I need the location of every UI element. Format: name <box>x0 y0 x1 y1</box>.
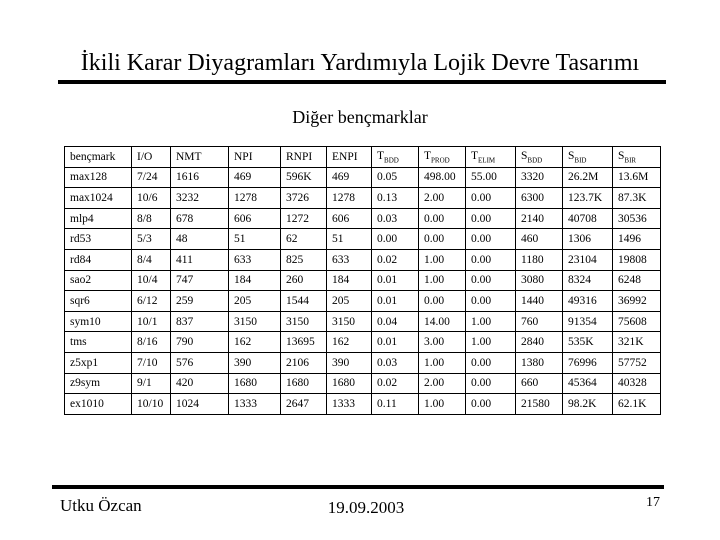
table-cell: 469 <box>229 167 281 188</box>
table-cell: 1.00 <box>419 352 466 373</box>
table-cell: 98.2K <box>563 394 613 415</box>
table-cell: 0.05 <box>372 167 419 188</box>
table-row <box>65 373 661 394</box>
table-cell: 10/6 <box>132 188 171 209</box>
table-cell: 51 <box>327 229 372 250</box>
table-cell: 13.6M <box>613 167 661 188</box>
table-cell: 49316 <box>563 291 613 312</box>
column-header-subscript: BDD <box>384 155 399 164</box>
table-cell: 0.03 <box>372 208 419 229</box>
table-cell: 1380 <box>516 352 563 373</box>
benchmark-table-container <box>64 146 660 415</box>
column-header-subscript: ELIM <box>478 155 496 164</box>
table-cell: 0.00 <box>466 249 516 270</box>
page-number: 17 <box>646 495 660 510</box>
table-cell: 596K <box>281 167 327 188</box>
table-cell: 62 <box>281 229 327 250</box>
column-header-label: S <box>618 149 625 162</box>
table-cell: max128 <box>65 167 132 188</box>
benchmark-table <box>64 146 661 415</box>
column-header <box>327 147 372 168</box>
table-cell: 55.00 <box>466 167 516 188</box>
table-cell: 0.00 <box>466 394 516 415</box>
table-cell: 1616 <box>171 167 229 188</box>
table-cell: sqr6 <box>65 291 132 312</box>
table-cell: 2.00 <box>419 373 466 394</box>
table-cell: 3232 <box>171 188 229 209</box>
table-cell: 10/4 <box>132 270 171 291</box>
table-cell: tms <box>65 332 132 353</box>
footer-date: 19.09.2003 <box>327 498 405 517</box>
table-cell: 23104 <box>563 249 613 270</box>
table-cell: 162 <box>327 332 372 353</box>
table-cell: 10/1 <box>132 311 171 332</box>
table-cell: 606 <box>327 208 372 229</box>
table-cell: 660 <box>516 373 563 394</box>
column-header <box>563 147 613 168</box>
column-header-label: T <box>377 149 385 162</box>
table-cell: 5/3 <box>132 229 171 250</box>
table-cell: 0.01 <box>372 270 419 291</box>
table-cell: 0.00 <box>419 229 466 250</box>
table-cell: 0.04 <box>372 311 419 332</box>
table-cell: 535K <box>563 332 613 353</box>
table-cell: 1.00 <box>419 249 466 270</box>
table-cell: 390 <box>229 352 281 373</box>
table-cell: 0.00 <box>419 291 466 312</box>
table-cell: 760 <box>516 311 563 332</box>
table-cell: 2840 <box>516 332 563 353</box>
table-cell: 8/4 <box>132 249 171 270</box>
table-cell: 2106 <box>281 352 327 373</box>
table-cell: 0.02 <box>372 373 419 394</box>
column-header <box>419 147 466 168</box>
table-cell: 633 <box>229 249 281 270</box>
table-cell: 21580 <box>516 394 563 415</box>
table-cell: 40328 <box>613 373 661 394</box>
table-cell: 3150 <box>327 311 372 332</box>
table-cell: 321K <box>613 332 661 353</box>
table-cell: 1024 <box>171 394 229 415</box>
table-cell: 0.13 <box>372 188 419 209</box>
table-cell: 0.01 <box>372 291 419 312</box>
table-cell: 1680 <box>281 373 327 394</box>
table-cell: 3320 <box>516 167 563 188</box>
column-header <box>171 147 229 168</box>
slide-title: İkili Karar Diyagramları Yardımıyla Lojik Devre Tasarımı <box>80 50 640 76</box>
table-row <box>65 249 661 270</box>
table-cell: 76996 <box>563 352 613 373</box>
column-header-subscript: BID <box>574 155 587 164</box>
table-row <box>65 208 661 229</box>
table-cell: 3726 <box>281 188 327 209</box>
table-cell: 1496 <box>613 229 661 250</box>
table-row <box>65 311 661 332</box>
table-cell: 8324 <box>563 270 613 291</box>
table-cell: 1440 <box>516 291 563 312</box>
table-cell: 75608 <box>613 311 661 332</box>
column-header-subscript: BDD <box>527 155 543 164</box>
table-cell: 460 <box>516 229 563 250</box>
table-cell: 87.3K <box>613 188 661 209</box>
table-cell: 48 <box>171 229 229 250</box>
table-cell: 123.7K <box>563 188 613 209</box>
column-header-label: T <box>424 149 432 162</box>
table-cell: 26.2M <box>563 167 613 188</box>
table-cell: z9sym <box>65 373 132 394</box>
table-cell: 0.03 <box>372 352 419 373</box>
table-cell: ex1010 <box>65 394 132 415</box>
table-cell: 8/16 <box>132 332 171 353</box>
table-cell: 45364 <box>563 373 613 394</box>
table-row <box>65 270 661 291</box>
table-cell: 576 <box>171 352 229 373</box>
table-cell: 51 <box>229 229 281 250</box>
table-cell: 10/10 <box>132 394 171 415</box>
table-cell: 3150 <box>281 311 327 332</box>
table-cell: mlp4 <box>65 208 132 229</box>
table-cell: rd53 <box>65 229 132 250</box>
column-header <box>372 147 419 168</box>
column-header-subscript: PROD <box>431 155 450 164</box>
table-cell: 1180 <box>516 249 563 270</box>
footer-author: Utku Özcan <box>60 496 142 515</box>
footer-divider <box>52 485 664 489</box>
column-header-label: NPI <box>234 150 253 163</box>
table-cell: 8/8 <box>132 208 171 229</box>
table-cell: 0.00 <box>466 229 516 250</box>
table-cell: sao2 <box>65 270 132 291</box>
table-cell: z5xp1 <box>65 352 132 373</box>
table-cell: 790 <box>171 332 229 353</box>
table-cell: 498.00 <box>419 167 466 188</box>
title-divider <box>58 80 666 84</box>
table-cell: 0.00 <box>372 229 419 250</box>
table-cell: 1680 <box>327 373 372 394</box>
table-cell: 19808 <box>613 249 661 270</box>
table-cell: 390 <box>327 352 372 373</box>
table-cell: 36992 <box>613 291 661 312</box>
column-header <box>466 147 516 168</box>
table-cell: 0.00 <box>466 208 516 229</box>
column-header-label: S <box>568 149 575 162</box>
table-cell: 1333 <box>327 394 372 415</box>
table-cell: 6248 <box>613 270 661 291</box>
table-cell: 0.00 <box>419 208 466 229</box>
table-cell: 259 <box>171 291 229 312</box>
table-row <box>65 167 661 188</box>
column-header <box>65 147 132 168</box>
column-header <box>229 147 281 168</box>
table-row <box>65 332 661 353</box>
column-header-label: T <box>471 149 479 162</box>
table-cell: 1333 <box>229 394 281 415</box>
table-cell: 747 <box>171 270 229 291</box>
table-cell: 1.00 <box>466 332 516 353</box>
table-cell: 825 <box>281 249 327 270</box>
table-cell: 0.00 <box>466 352 516 373</box>
column-header <box>281 147 327 168</box>
table-cell: 837 <box>171 311 229 332</box>
table-cell: 2647 <box>281 394 327 415</box>
table-cell: 1.00 <box>466 311 516 332</box>
table-cell: 30536 <box>613 208 661 229</box>
table-cell: 1680 <box>229 373 281 394</box>
table-cell: 162 <box>229 332 281 353</box>
table-cell: 6300 <box>516 188 563 209</box>
column-header-subscript: BIR <box>624 155 637 164</box>
table-cell: 411 <box>171 249 229 270</box>
column-header-label: bençmark <box>70 150 116 163</box>
table-cell: 0.00 <box>466 291 516 312</box>
table-cell: 40708 <box>563 208 613 229</box>
table-cell: max1024 <box>65 188 132 209</box>
table-cell: 420 <box>171 373 229 394</box>
table-cell: 0.11 <box>372 394 419 415</box>
table-cell: 1278 <box>229 188 281 209</box>
table-row <box>65 291 661 312</box>
table-cell: 0.00 <box>466 373 516 394</box>
table-cell: 62.1K <box>613 394 661 415</box>
table-cell: 678 <box>171 208 229 229</box>
table-cell: 1306 <box>563 229 613 250</box>
table-cell: sym10 <box>65 311 132 332</box>
column-header-label: RNPI <box>286 150 313 163</box>
table-cell: 7/24 <box>132 167 171 188</box>
table-cell: 2.00 <box>419 188 466 209</box>
table-cell: 2140 <box>516 208 563 229</box>
table-cell: 1.00 <box>419 394 466 415</box>
column-header-label: NMT <box>176 150 202 163</box>
table-cell: 0.00 <box>466 270 516 291</box>
table-cell: rd84 <box>65 249 132 270</box>
table-cell: 0.02 <box>372 249 419 270</box>
table-cell: 633 <box>327 249 372 270</box>
table-cell: 1544 <box>281 291 327 312</box>
table-cell: 205 <box>229 291 281 312</box>
table-row <box>65 229 661 250</box>
table-cell: 606 <box>229 208 281 229</box>
table-cell: 205 <box>327 291 372 312</box>
table-cell: 7/10 <box>132 352 171 373</box>
table-cell: 1278 <box>327 188 372 209</box>
column-header <box>613 147 661 168</box>
table-cell: 3.00 <box>419 332 466 353</box>
table-cell: 6/12 <box>132 291 171 312</box>
table-row <box>65 394 661 415</box>
table-body <box>65 167 661 414</box>
table-header-row <box>65 147 661 168</box>
table-cell: 14.00 <box>419 311 466 332</box>
table-cell: 0.00 <box>466 188 516 209</box>
table-cell: 91354 <box>563 311 613 332</box>
table-cell: 3150 <box>229 311 281 332</box>
table-cell: 260 <box>281 270 327 291</box>
column-header-label: ENPI <box>332 150 358 163</box>
column-header-label: S <box>521 149 528 162</box>
column-header <box>132 147 171 168</box>
table-cell: 1.00 <box>419 270 466 291</box>
table-cell: 9/1 <box>132 373 171 394</box>
table-cell: 184 <box>327 270 372 291</box>
table-cell: 0.01 <box>372 332 419 353</box>
table-row <box>65 188 661 209</box>
column-header <box>516 147 563 168</box>
table-row <box>65 352 661 373</box>
table-cell: 469 <box>327 167 372 188</box>
table-cell: 13695 <box>281 332 327 353</box>
column-header-label: I/O <box>137 150 153 163</box>
table-cell: 1272 <box>281 208 327 229</box>
table-cell: 184 <box>229 270 281 291</box>
table-cell: 3080 <box>516 270 563 291</box>
slide-subtitle: Diğer bençmarklar <box>292 107 428 127</box>
table-cell: 57752 <box>613 352 661 373</box>
